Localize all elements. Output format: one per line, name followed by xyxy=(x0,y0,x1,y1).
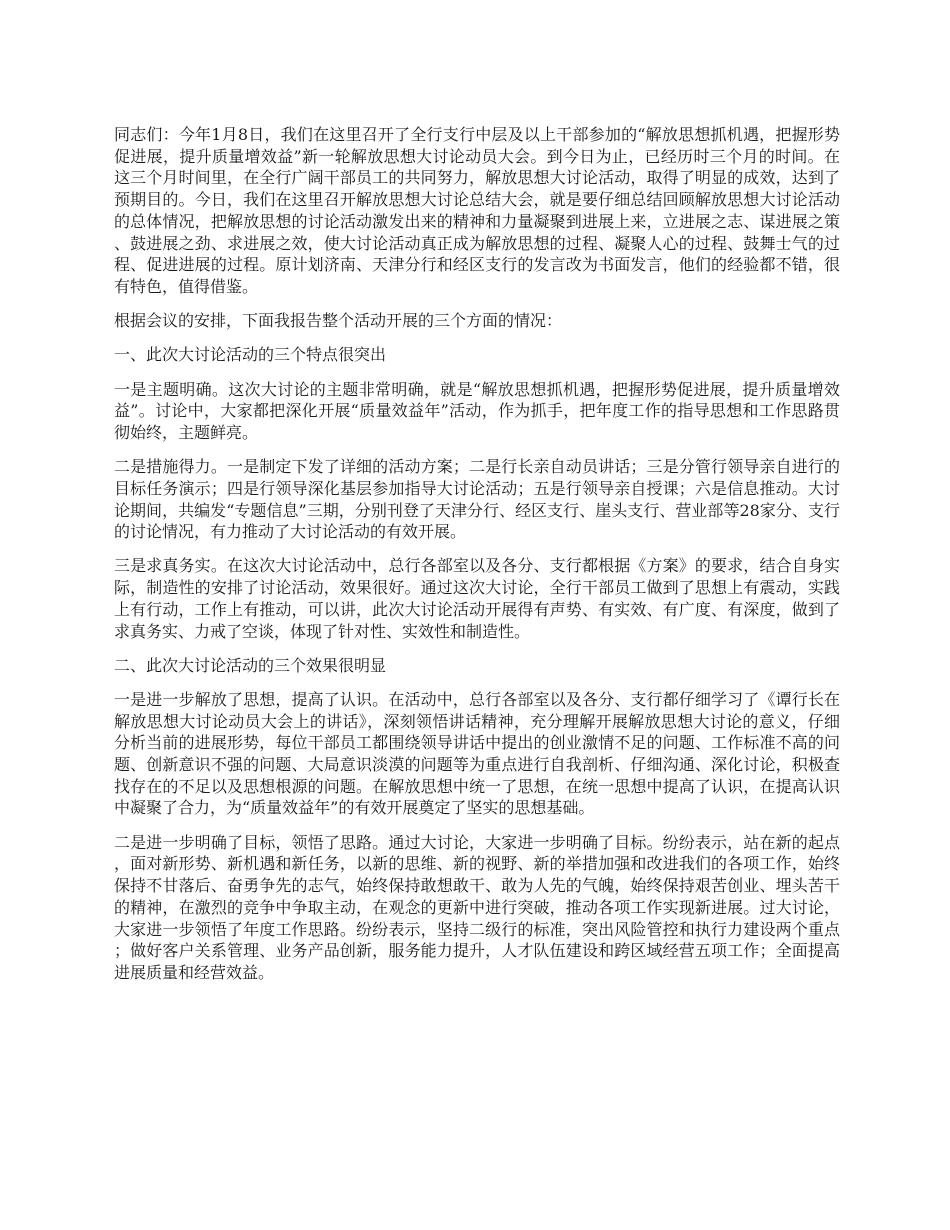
section-1-point-3: 三是求真务实。在这次大讨论活动中，总行各部室以及各分、支行都根据《方案》的要求，结合自身实际，制造性的安排了讨论活动，效果很好。通过这次大讨论，全行干部员工做到了思想上有震动，实践上有行动，工作上有推动，可以讲，此次大讨论活动开展得有声势、有实效、有广度、有深度，做到了求真务实、力戒了空谈，体现了针对性、实效性和制造性。 xyxy=(114,556,840,641)
section-1-point-2: 二是措施得力。一是制定下发了详细的活动方案；二是行长亲自动员讲话；三是分管行领导亲自进行的目标任务演示；四是行领导深化基层参加指导大讨论活动；五是行领导亲自授课；六是信息推动。大讨论期间，共编发“专题信息”三期，分别刊登了天津分行、经区支行、崖头支行、营业部等28家分、支行的讨论情况，有力推动了大讨论活动的有效开展。 xyxy=(114,457,840,542)
section-2-point-1: 一是进一步解放了思想，提高了认识。在活动中，总行各部室以及各分、支行都仔细学习了《谭行长在解放思想大讨论动员大会上的讲话》，深刻领悟讲话精神，充分理解开展解放思想大讨论的意义，仔细分析当前的进展形势，每位干部员工都围绕领导讲话中提出的创业激情不足的问题、工作标准不高的问题、创新意识不强的问题、大局意识淡漠的问题等为重点进行自我剖析、仔细沟通、深化讨论，积极查找存在的不足以及思想根源的问题。在解放思想中统一了思想，在统一思想中提高了认识，在提高认识中凝聚了合力，为“质量效益年”的有效开展奠定了坚实的思想基础。 xyxy=(114,689,840,818)
agenda-paragraph: 根据会议的安排，下面我报告整个活动开展的三个方面的情况： xyxy=(114,311,563,331)
document-body xyxy=(114,124,840,996)
opening-paragraph: 同志们：今年1月8日，我们在这里召开了全行支行中层及以上干部参加的“解放思想抓机遇，把握形势促进展，提升质量增效益”新一轮解放思想大讨论动员大会。到今日为止，已经历时三个月的时间。在这三个月时间里，在全行广阔干部员工的共同努力，解放思想大讨论活动，取得了明显的成效，达到了预期目的。今日，我们在这里召开解放思想大讨论总结大会，就是要仔细总结回顾解放思想大讨论活动的总体情况，把解放思想的讨论活动激发出来的精神和力量凝聚到进展上来，立进展之志、谋进展之策、鼓进展之劲、求进展之效，使大讨论活动真正成为解放思想的过程、凝聚人心的过程、鼓舞士气的过程、促进进展的过程。原计划济南、天津分行和经区支行的发言改为书面发言，他们的经验都不错，很有特色，值得借鉴。 xyxy=(114,125,840,296)
section-heading-1: 一、此次大讨论活动的三个特点很突出 xyxy=(114,345,387,365)
section-heading-2: 二、此次大讨论活动的三个效果很明显 xyxy=(114,655,387,675)
section-2-point-2: 二是进一步明确了目标，领悟了思路。通过大讨论，大家进一步明确了目标。纷纷表示，站在新的起点，面对新形势、新机遇和新任务，以新的思维、新的视野、新的举措加强和改进我们的各项工作，始终保持不甘落后、奋勇争先的志气，始终保持敢想敢干、敢为人先的气魄，始终保持艰苦创业、埋头苦干的精神，在激烈的竞争中争取主动，在观念的更新中进行突破，推动各项工作实现新进展。过大讨论，大家进一步领悟了年度工作思路。纷纷表示，坚持二级行的标准，突出风险管控和执行力建设两个重点；做好客户关系管理、业务产品创新，服务能力提升，人才队伍建设和跨区域经营五项工作；全面提高进展质量和经营效益。 xyxy=(114,832,840,982)
section-1-point-1: 一是主题明确。这次大讨论的主题非常明确，就是“解放思想抓机遇，把握形势促进展，提升质量增效益”。讨论中，大家都把深化开展“质量效益年”活动，作为抓手，把年度工作的指导思想和工作思路贯彻始终，主题鲜亮。 xyxy=(114,379,840,442)
